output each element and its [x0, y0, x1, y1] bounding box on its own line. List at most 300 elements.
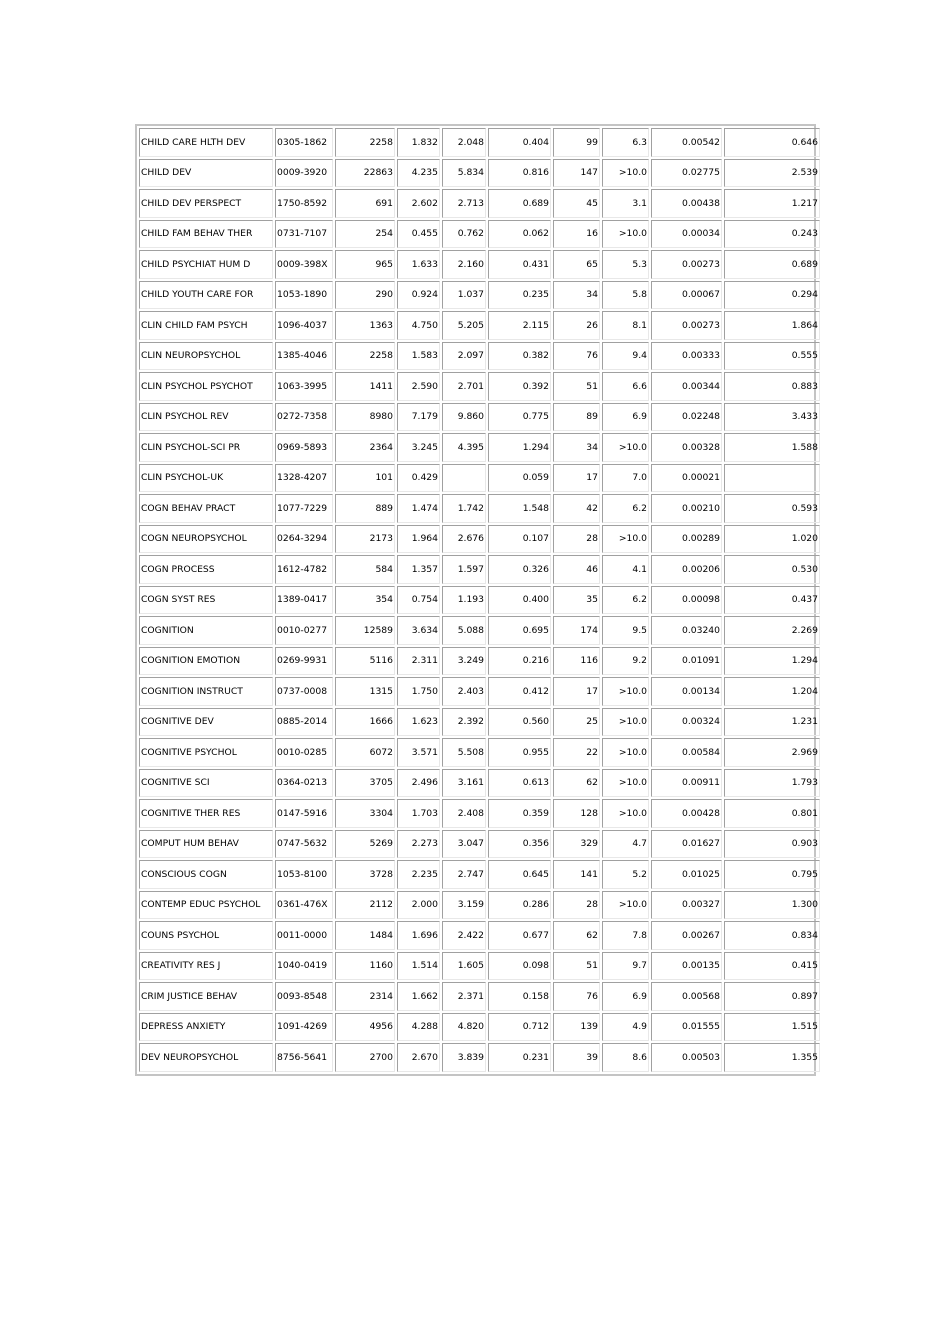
eigenfactor-cell: 0.00324: [651, 708, 722, 737]
impact-factor-cell: 2.590: [397, 372, 440, 401]
immediacy-index-cell: 0.286: [488, 891, 551, 920]
five-year-impact-factor-cell: 1.193: [442, 586, 486, 615]
articles-cell: 76: [553, 342, 600, 371]
impact-factor-cell: 0.429: [397, 464, 440, 493]
cited-half-life-cell: 9.5: [602, 616, 649, 645]
five-year-impact-factor-cell: 1.605: [442, 952, 486, 981]
cited-half-life-cell: 3.1: [602, 189, 649, 218]
journal-abbrev-cell: COUNS PSYCHOL: [139, 921, 273, 950]
table-row: [139, 708, 820, 737]
total-cites-cell: 1666: [335, 708, 395, 737]
total-cites-cell: 5116: [335, 647, 395, 676]
impact-factor-cell: 2.602: [397, 189, 440, 218]
article-influence-cell: 1.020: [724, 525, 820, 554]
issn-cell: 1053-1890: [275, 281, 333, 310]
issn-cell: 0264-3294: [275, 525, 333, 554]
cited-half-life-cell: 7.8: [602, 921, 649, 950]
impact-factor-cell: 3.245: [397, 433, 440, 462]
table-row: [139, 311, 820, 340]
article-influence-cell: 0.801: [724, 799, 820, 828]
total-cites-cell: 354: [335, 586, 395, 615]
five-year-impact-factor-cell: 5.834: [442, 159, 486, 188]
article-influence-cell: 1.515: [724, 1013, 820, 1042]
eigenfactor-cell: 0.00098: [651, 586, 722, 615]
articles-cell: 26: [553, 311, 600, 340]
five-year-impact-factor-cell: 3.047: [442, 830, 486, 859]
cited-half-life-cell: 4.7: [602, 830, 649, 859]
article-influence-cell: 1.793: [724, 769, 820, 798]
issn-cell: 1750-8592: [275, 189, 333, 218]
article-influence-cell: 1.864: [724, 311, 820, 340]
cited-half-life-cell: >10.0: [602, 159, 649, 188]
articles-cell: 42: [553, 494, 600, 523]
articles-cell: 147: [553, 159, 600, 188]
eigenfactor-cell: 0.01025: [651, 860, 722, 889]
journal-abbrev-cell: COGNITIVE SCI: [139, 769, 273, 798]
eigenfactor-cell: 0.00428: [651, 799, 722, 828]
articles-cell: 65: [553, 250, 600, 279]
articles-cell: 16: [553, 220, 600, 249]
five-year-impact-factor-cell: 2.676: [442, 525, 486, 554]
total-cites-cell: 3304: [335, 799, 395, 828]
impact-factor-cell: 1.750: [397, 677, 440, 706]
table-row: [139, 952, 820, 981]
table-row: [139, 738, 820, 767]
article-influence-cell: 0.294: [724, 281, 820, 310]
issn-cell: 0010-0277: [275, 616, 333, 645]
journal-abbrev-cell: CLIN PSYCHOL PSYCHOT: [139, 372, 273, 401]
table-row: [139, 982, 820, 1011]
article-influence-cell: 0.903: [724, 830, 820, 859]
total-cites-cell: 6072: [335, 738, 395, 767]
total-cites-cell: 5269: [335, 830, 395, 859]
impact-factor-cell: 3.571: [397, 738, 440, 767]
five-year-impact-factor-cell: 2.408: [442, 799, 486, 828]
table-row: [139, 586, 820, 615]
eigenfactor-cell: 0.00267: [651, 921, 722, 950]
immediacy-index-cell: 0.098: [488, 952, 551, 981]
articles-cell: 141: [553, 860, 600, 889]
immediacy-index-cell: 0.326: [488, 555, 551, 584]
issn-cell: 0147-5916: [275, 799, 333, 828]
issn-cell: 0009-3920: [275, 159, 333, 188]
article-influence-cell: 1.204: [724, 677, 820, 706]
table-row: [139, 250, 820, 279]
cited-half-life-cell: >10.0: [602, 525, 649, 554]
impact-factor-cell: 1.832: [397, 128, 440, 157]
table-body: [139, 128, 820, 1072]
article-influence-cell: 2.269: [724, 616, 820, 645]
cited-half-life-cell: >10.0: [602, 891, 649, 920]
article-influence-cell: 0.437: [724, 586, 820, 615]
table-row: [139, 189, 820, 218]
total-cites-cell: 889: [335, 494, 395, 523]
articles-cell: 62: [553, 769, 600, 798]
immediacy-index-cell: 0.062: [488, 220, 551, 249]
journal-abbrev-cell: COGN PROCESS: [139, 555, 273, 584]
journal-abbrev-cell: CHILD DEV PERSPECT: [139, 189, 273, 218]
issn-cell: 1077-7229: [275, 494, 333, 523]
table-row: [139, 769, 820, 798]
article-influence-cell: 0.555: [724, 342, 820, 371]
cited-half-life-cell: 8.6: [602, 1043, 649, 1072]
cited-half-life-cell: >10.0: [602, 708, 649, 737]
five-year-impact-factor-cell: 1.037: [442, 281, 486, 310]
eigenfactor-cell: 0.02248: [651, 403, 722, 432]
total-cites-cell: 1315: [335, 677, 395, 706]
journal-abbrev-cell: CHILD FAM BEHAV THER: [139, 220, 273, 249]
impact-factor-cell: 7.179: [397, 403, 440, 432]
issn-cell: 0009-398X: [275, 250, 333, 279]
table-row: [139, 555, 820, 584]
immediacy-index-cell: 0.392: [488, 372, 551, 401]
table-row: [139, 433, 820, 462]
impact-factor-cell: 1.633: [397, 250, 440, 279]
articles-cell: 28: [553, 525, 600, 554]
journal-abbrev-cell: CREATIVITY RES J: [139, 952, 273, 981]
article-influence-cell: 2.539: [724, 159, 820, 188]
immediacy-index-cell: 0.231: [488, 1043, 551, 1072]
article-influence-cell: 0.897: [724, 982, 820, 1011]
issn-cell: 1040-0419: [275, 952, 333, 981]
journal-abbrev-cell: CLIN PSYCHOL-UK: [139, 464, 273, 493]
eigenfactor-cell: 0.00273: [651, 311, 722, 340]
eigenfactor-cell: 0.00584: [651, 738, 722, 767]
eigenfactor-cell: 0.00333: [651, 342, 722, 371]
immediacy-index-cell: 0.216: [488, 647, 551, 676]
total-cites-cell: 2258: [335, 128, 395, 157]
total-cites-cell: 2364: [335, 433, 395, 462]
cited-half-life-cell: 8.1: [602, 311, 649, 340]
five-year-impact-factor-cell: [442, 464, 486, 493]
journal-abbrev-cell: COGN NEUROPSYCHOL: [139, 525, 273, 554]
articles-cell: 45: [553, 189, 600, 218]
eigenfactor-cell: 0.00067: [651, 281, 722, 310]
article-influence-cell: [724, 464, 820, 493]
total-cites-cell: 2173: [335, 525, 395, 554]
article-influence-cell: 0.834: [724, 921, 820, 950]
impact-factor-cell: 1.514: [397, 952, 440, 981]
article-influence-cell: 0.689: [724, 250, 820, 279]
issn-cell: 1053-8100: [275, 860, 333, 889]
articles-cell: 25: [553, 708, 600, 737]
articles-cell: 62: [553, 921, 600, 950]
cited-half-life-cell: 9.7: [602, 952, 649, 981]
total-cites-cell: 691: [335, 189, 395, 218]
issn-cell: 8756-5641: [275, 1043, 333, 1072]
impact-factor-cell: 1.583: [397, 342, 440, 371]
eigenfactor-cell: 0.00273: [651, 250, 722, 279]
article-influence-cell: 2.969: [724, 738, 820, 767]
cited-half-life-cell: 6.9: [602, 403, 649, 432]
impact-factor-cell: 2.496: [397, 769, 440, 798]
eigenfactor-cell: 0.01555: [651, 1013, 722, 1042]
article-influence-cell: 0.646: [724, 128, 820, 157]
total-cites-cell: 2314: [335, 982, 395, 1011]
article-influence-cell: 0.243: [724, 220, 820, 249]
articles-cell: 99: [553, 128, 600, 157]
issn-cell: 1612-4782: [275, 555, 333, 584]
five-year-impact-factor-cell: 3.249: [442, 647, 486, 676]
total-cites-cell: 3728: [335, 860, 395, 889]
journal-abbrev-cell: CLIN NEUROPSYCHOL: [139, 342, 273, 371]
journal-abbrev-cell: COGN SYST RES: [139, 586, 273, 615]
five-year-impact-factor-cell: 2.422: [442, 921, 486, 950]
impact-factor-cell: 1.474: [397, 494, 440, 523]
journal-abbrev-cell: COGNITIVE PSYCHOL: [139, 738, 273, 767]
article-influence-cell: 0.415: [724, 952, 820, 981]
five-year-impact-factor-cell: 3.839: [442, 1043, 486, 1072]
five-year-impact-factor-cell: 5.508: [442, 738, 486, 767]
cited-half-life-cell: 9.2: [602, 647, 649, 676]
impact-factor-cell: 4.235: [397, 159, 440, 188]
total-cites-cell: 8980: [335, 403, 395, 432]
table-row: [139, 403, 820, 432]
impact-factor-cell: 0.754: [397, 586, 440, 615]
articles-cell: 139: [553, 1013, 600, 1042]
immediacy-index-cell: 0.645: [488, 860, 551, 889]
eigenfactor-cell: 0.00328: [651, 433, 722, 462]
eigenfactor-cell: 0.00210: [651, 494, 722, 523]
journal-abbrev-cell: CLIN PSYCHOL-SCI PR: [139, 433, 273, 462]
impact-factor-cell: 3.634: [397, 616, 440, 645]
articles-cell: 76: [553, 982, 600, 1011]
immediacy-index-cell: 0.712: [488, 1013, 551, 1042]
immediacy-index-cell: 0.695: [488, 616, 551, 645]
table-row: [139, 220, 820, 249]
journal-abbrev-cell: CLIN PSYCHOL REV: [139, 403, 273, 432]
table-row: [139, 128, 820, 157]
eigenfactor-cell: 0.00542: [651, 128, 722, 157]
cited-half-life-cell: 4.1: [602, 555, 649, 584]
immediacy-index-cell: 2.115: [488, 311, 551, 340]
total-cites-cell: 22863: [335, 159, 395, 188]
impact-factor-cell: 1.696: [397, 921, 440, 950]
five-year-impact-factor-cell: 2.713: [442, 189, 486, 218]
issn-cell: 0305-1862: [275, 128, 333, 157]
articles-cell: 174: [553, 616, 600, 645]
cited-half-life-cell: 5.2: [602, 860, 649, 889]
cited-half-life-cell: 7.0: [602, 464, 649, 493]
total-cites-cell: 2112: [335, 891, 395, 920]
articles-cell: 51: [553, 372, 600, 401]
five-year-impact-factor-cell: 3.159: [442, 891, 486, 920]
eigenfactor-cell: 0.01091: [651, 647, 722, 676]
total-cites-cell: 290: [335, 281, 395, 310]
cited-half-life-cell: 5.8: [602, 281, 649, 310]
journal-abbrev-cell: COGNITION INSTRUCT: [139, 677, 273, 706]
eigenfactor-cell: 0.00206: [651, 555, 722, 584]
cited-half-life-cell: >10.0: [602, 799, 649, 828]
journal-abbrev-cell: COGNITION: [139, 616, 273, 645]
five-year-impact-factor-cell: 2.392: [442, 708, 486, 737]
table-row: [139, 372, 820, 401]
five-year-impact-factor-cell: 9.860: [442, 403, 486, 432]
impact-factor-cell: 1.662: [397, 982, 440, 1011]
article-influence-cell: 1.231: [724, 708, 820, 737]
cited-half-life-cell: 6.3: [602, 128, 649, 157]
journal-abbrev-cell: CLIN CHILD FAM PSYCH: [139, 311, 273, 340]
total-cites-cell: 2700: [335, 1043, 395, 1072]
impact-factor-cell: 2.273: [397, 830, 440, 859]
immediacy-index-cell: 1.548: [488, 494, 551, 523]
article-influence-cell: 1.588: [724, 433, 820, 462]
article-influence-cell: 0.883: [724, 372, 820, 401]
immediacy-index-cell: 0.400: [488, 586, 551, 615]
five-year-impact-factor-cell: 5.088: [442, 616, 486, 645]
cited-half-life-cell: 9.4: [602, 342, 649, 371]
eigenfactor-cell: 0.00327: [651, 891, 722, 920]
immediacy-index-cell: 0.059: [488, 464, 551, 493]
table-row: [139, 281, 820, 310]
table-row: [139, 647, 820, 676]
issn-cell: 0747-5632: [275, 830, 333, 859]
article-influence-cell: 1.294: [724, 647, 820, 676]
total-cites-cell: 254: [335, 220, 395, 249]
immediacy-index-cell: 0.431: [488, 250, 551, 279]
immediacy-index-cell: 0.382: [488, 342, 551, 371]
articles-cell: 89: [553, 403, 600, 432]
journal-abbrev-cell: CHILD PSYCHIAT HUM D: [139, 250, 273, 279]
five-year-impact-factor-cell: 4.395: [442, 433, 486, 462]
total-cites-cell: 1160: [335, 952, 395, 981]
issn-cell: 0361-476X: [275, 891, 333, 920]
total-cites-cell: 4956: [335, 1013, 395, 1042]
impact-factor-cell: 4.750: [397, 311, 440, 340]
journal-abbrev-cell: CHILD CARE HLTH DEV: [139, 128, 273, 157]
total-cites-cell: 2258: [335, 342, 395, 371]
table-row: [139, 494, 820, 523]
journal-abbrev-cell: COGNITION EMOTION: [139, 647, 273, 676]
table-row: [139, 464, 820, 493]
cited-half-life-cell: 6.2: [602, 586, 649, 615]
article-influence-cell: 1.300: [724, 891, 820, 920]
impact-factor-cell: 2.000: [397, 891, 440, 920]
journal-abbrev-cell: CRIM JUSTICE BEHAV: [139, 982, 273, 1011]
table-row: [139, 616, 820, 645]
immediacy-index-cell: 0.107: [488, 525, 551, 554]
total-cites-cell: 965: [335, 250, 395, 279]
article-influence-cell: 1.217: [724, 189, 820, 218]
cited-half-life-cell: 6.6: [602, 372, 649, 401]
cited-half-life-cell: 6.9: [602, 982, 649, 1011]
table-row: [139, 342, 820, 371]
issn-cell: 0885-2014: [275, 708, 333, 737]
articles-cell: 329: [553, 830, 600, 859]
articles-cell: 128: [553, 799, 600, 828]
issn-cell: 0731-7107: [275, 220, 333, 249]
five-year-impact-factor-cell: 2.701: [442, 372, 486, 401]
issn-cell: 1389-0417: [275, 586, 333, 615]
immediacy-index-cell: 0.356: [488, 830, 551, 859]
eigenfactor-cell: 0.00503: [651, 1043, 722, 1072]
journal-abbrev-cell: COMPUT HUM BEHAV: [139, 830, 273, 859]
impact-factor-cell: 1.357: [397, 555, 440, 584]
article-influence-cell: 1.355: [724, 1043, 820, 1072]
articles-cell: 34: [553, 281, 600, 310]
eigenfactor-cell: 0.00438: [651, 189, 722, 218]
total-cites-cell: 12589: [335, 616, 395, 645]
five-year-impact-factor-cell: 2.097: [442, 342, 486, 371]
immediacy-index-cell: 0.677: [488, 921, 551, 950]
table-row: [139, 159, 820, 188]
total-cites-cell: 584: [335, 555, 395, 584]
total-cites-cell: 1484: [335, 921, 395, 950]
cited-half-life-cell: >10.0: [602, 738, 649, 767]
immediacy-index-cell: 0.560: [488, 708, 551, 737]
immediacy-index-cell: 0.235: [488, 281, 551, 310]
immediacy-index-cell: 0.404: [488, 128, 551, 157]
total-cites-cell: 1411: [335, 372, 395, 401]
eigenfactor-cell: 0.00135: [651, 952, 722, 981]
impact-factor-cell: 4.288: [397, 1013, 440, 1042]
five-year-impact-factor-cell: 4.820: [442, 1013, 486, 1042]
impact-factor-cell: 2.670: [397, 1043, 440, 1072]
immediacy-index-cell: 0.613: [488, 769, 551, 798]
issn-cell: 1091-4269: [275, 1013, 333, 1042]
journal-abbrev-cell: CHILD DEV: [139, 159, 273, 188]
issn-cell: 0364-0213: [275, 769, 333, 798]
article-influence-cell: 0.795: [724, 860, 820, 889]
five-year-impact-factor-cell: 0.762: [442, 220, 486, 249]
articles-cell: 17: [553, 677, 600, 706]
eigenfactor-cell: 0.00911: [651, 769, 722, 798]
journal-abbrev-cell: COGNITIVE THER RES: [139, 799, 273, 828]
cited-half-life-cell: 6.2: [602, 494, 649, 523]
journal-abbrev-cell: CONSCIOUS COGN: [139, 860, 273, 889]
total-cites-cell: 101: [335, 464, 395, 493]
impact-factor-cell: 0.924: [397, 281, 440, 310]
issn-cell: 0010-0285: [275, 738, 333, 767]
five-year-impact-factor-cell: 2.403: [442, 677, 486, 706]
cited-half-life-cell: >10.0: [602, 769, 649, 798]
journal-metrics-table: [135, 124, 816, 1076]
table-row: [139, 677, 820, 706]
eigenfactor-cell: 0.00568: [651, 982, 722, 1011]
impact-factor-cell: 1.703: [397, 799, 440, 828]
immediacy-index-cell: 0.158: [488, 982, 551, 1011]
issn-cell: 1096-4037: [275, 311, 333, 340]
article-influence-cell: 0.530: [724, 555, 820, 584]
articles-cell: 17: [553, 464, 600, 493]
five-year-impact-factor-cell: 1.597: [442, 555, 486, 584]
articles-cell: 34: [553, 433, 600, 462]
five-year-impact-factor-cell: 3.161: [442, 769, 486, 798]
journal-abbrev-cell: COGN BEHAV PRACT: [139, 494, 273, 523]
articles-cell: 35: [553, 586, 600, 615]
issn-cell: 1328-4207: [275, 464, 333, 493]
impact-factor-cell: 0.455: [397, 220, 440, 249]
immediacy-index-cell: 0.955: [488, 738, 551, 767]
articles-cell: 51: [553, 952, 600, 981]
total-cites-cell: 1363: [335, 311, 395, 340]
articles-cell: 39: [553, 1043, 600, 1072]
table-row: [139, 1013, 820, 1042]
table-row: [139, 1043, 820, 1072]
issn-cell: 1063-3995: [275, 372, 333, 401]
issn-cell: 0272-7358: [275, 403, 333, 432]
cited-half-life-cell: >10.0: [602, 220, 649, 249]
cited-half-life-cell: 5.3: [602, 250, 649, 279]
immediacy-index-cell: 0.816: [488, 159, 551, 188]
table-row: [139, 830, 820, 859]
articles-cell: 116: [553, 647, 600, 676]
articles-cell: 46: [553, 555, 600, 584]
cited-half-life-cell: >10.0: [602, 677, 649, 706]
immediacy-index-cell: 0.412: [488, 677, 551, 706]
eigenfactor-cell: 0.00034: [651, 220, 722, 249]
impact-factor-cell: 2.311: [397, 647, 440, 676]
